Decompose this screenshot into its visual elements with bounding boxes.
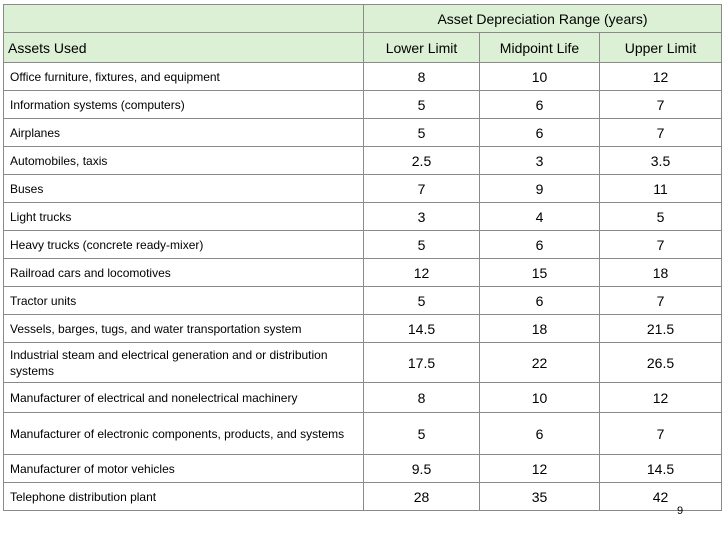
asset-cell: Automobiles, taxis (4, 147, 364, 175)
asset-cell: Manufacturer of motor vehicles (4, 455, 364, 483)
midpoint-life-cell: 6 (480, 231, 600, 259)
midpoint-life-cell: 6 (480, 413, 600, 455)
asset-cell: Office furniture, fixtures, and equipment (4, 63, 364, 91)
column-header-upper-limit: Upper Limit (600, 33, 722, 63)
header-blank-cell (4, 5, 364, 33)
lower-limit-cell: 7 (364, 175, 480, 203)
depreciation-range-table (3, 4, 722, 511)
table-row (4, 147, 722, 175)
table-row (4, 455, 722, 483)
lower-limit-cell: 8 (364, 383, 480, 413)
upper-limit-cell: 7 (600, 413, 722, 455)
lower-limit-cell: 5 (364, 287, 480, 315)
column-header-midpoint-life: Midpoint Life (480, 33, 600, 63)
lower-limit-cell: 8 (364, 63, 480, 91)
asset-cell: Manufacturer of electrical and nonelectrical machinery (4, 383, 364, 413)
table-row (4, 315, 722, 343)
asset-cell: Industrial steam and electrical generation and or distribution systems (4, 343, 364, 383)
table-row (4, 203, 722, 231)
upper-limit-cell: 3.5 (600, 147, 722, 175)
upper-limit-cell: 11 (600, 175, 722, 203)
table-row (4, 259, 722, 287)
asset-cell: Tractor units (4, 287, 364, 315)
midpoint-life-cell: 12 (480, 455, 600, 483)
upper-limit-cell: 12 (600, 383, 722, 413)
upper-limit-cell: 14.5 (600, 455, 722, 483)
table-row (4, 287, 722, 315)
lower-limit-cell: 5 (364, 119, 480, 147)
lower-limit-cell: 5 (364, 413, 480, 455)
table-row (4, 63, 722, 91)
upper-limit-cell: 7 (600, 119, 722, 147)
midpoint-life-cell: 3 (480, 147, 600, 175)
upper-limit-cell: 7 (600, 231, 722, 259)
table-row (4, 343, 722, 383)
group-header-asset-depreciation-range: Asset Depreciation Range (years) (364, 5, 722, 33)
group-header-row (4, 5, 722, 33)
table-row (4, 175, 722, 203)
asset-cell: Heavy trucks (concrete ready-mixer) (4, 231, 364, 259)
midpoint-life-cell: 15 (480, 259, 600, 287)
midpoint-life-cell: 6 (480, 287, 600, 315)
asset-cell: Telephone distribution plant (4, 483, 364, 511)
midpoint-life-cell: 6 (480, 119, 600, 147)
table-row (4, 413, 722, 455)
table-row (4, 231, 722, 259)
asset-cell: Airplanes (4, 119, 364, 147)
upper-limit-cell: 26.5 (600, 343, 722, 383)
asset-cell: Manufacturer of electronic components, products, and systems (4, 413, 364, 455)
upper-limit-cell: 5 (600, 203, 722, 231)
lower-limit-cell: 28 (364, 483, 480, 511)
column-header-lower-limit: Lower Limit (364, 33, 480, 63)
table-row (4, 383, 722, 413)
lower-limit-cell: 3 (364, 203, 480, 231)
table-row (4, 483, 722, 511)
column-header-row (4, 33, 722, 63)
lower-limit-cell: 2.5 (364, 147, 480, 175)
lower-limit-cell: 14.5 (364, 315, 480, 343)
upper-limit-cell: 12 (600, 63, 722, 91)
upper-limit-cell: 7 (600, 91, 722, 119)
midpoint-life-cell: 4 (480, 203, 600, 231)
table-row (4, 119, 722, 147)
page-number: 9 (676, 505, 684, 517)
upper-limit-cell: 7 (600, 287, 722, 315)
lower-limit-cell: 9.5 (364, 455, 480, 483)
asset-cell: Vessels, barges, tugs, and water transportation system (4, 315, 364, 343)
lower-limit-cell: 5 (364, 231, 480, 259)
lower-limit-cell: 17.5 (364, 343, 480, 383)
upper-limit-cell: 21.5 (600, 315, 722, 343)
midpoint-life-cell: 9 (480, 175, 600, 203)
midpoint-life-cell: 35 (480, 483, 600, 511)
midpoint-life-cell: 10 (480, 63, 600, 91)
lower-limit-cell: 12 (364, 259, 480, 287)
asset-cell: Railroad cars and locomotives (4, 259, 364, 287)
table-row (4, 91, 722, 119)
asset-cell: Light trucks (4, 203, 364, 231)
upper-limit-cell: 18 (600, 259, 722, 287)
column-header-assets-used: Assets Used (4, 33, 364, 63)
asset-cell: Buses (4, 175, 364, 203)
asset-cell: Information systems (computers) (4, 91, 364, 119)
midpoint-life-cell: 10 (480, 383, 600, 413)
midpoint-life-cell: 22 (480, 343, 600, 383)
upper-limit-cell: 42 (600, 483, 722, 511)
midpoint-life-cell: 18 (480, 315, 600, 343)
midpoint-life-cell: 6 (480, 91, 600, 119)
lower-limit-cell: 5 (364, 91, 480, 119)
